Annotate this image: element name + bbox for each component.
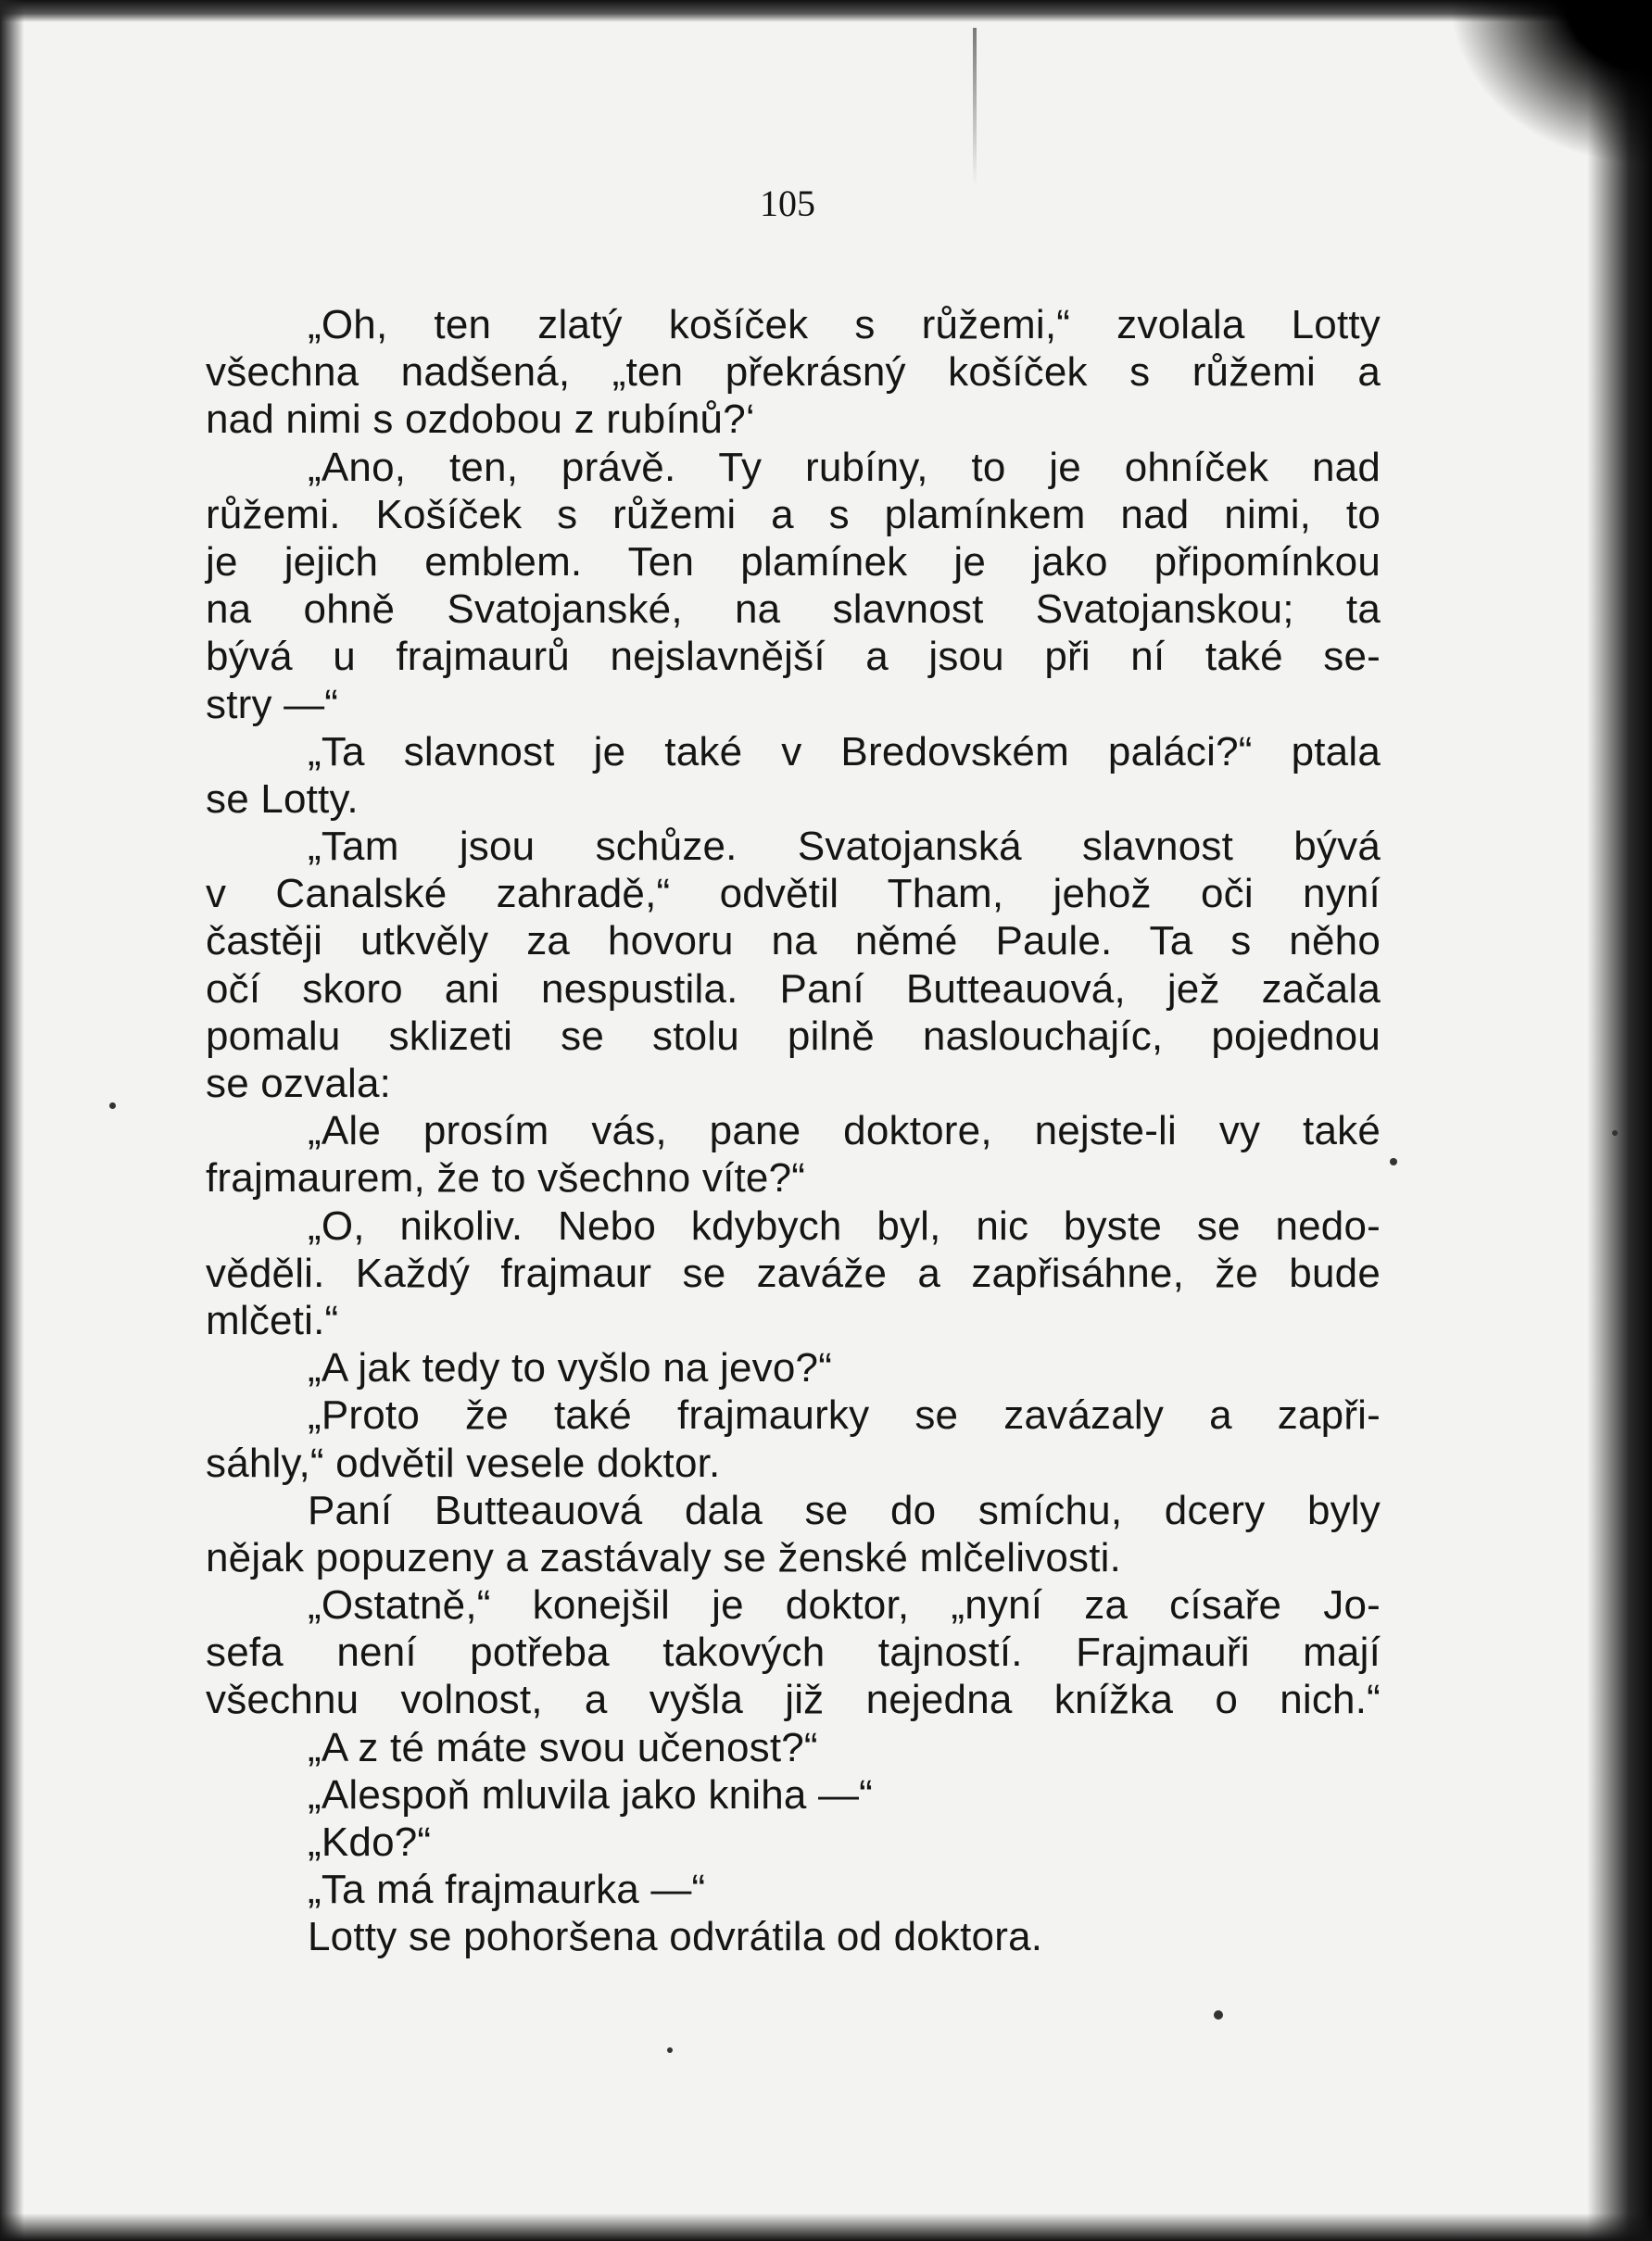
paper-crease <box>973 28 977 185</box>
text-line: „Tam jsou schůze. Svatojanská slavnost bývá <box>308 824 1381 870</box>
text-line: nad nimi s ozdobou z rubínů?‘ <box>206 397 755 443</box>
text-line: Lotty se pohoršena odvrátila od doktora. <box>308 1914 1043 1960</box>
text-line: nějak popuzeny a zastávaly se ženské mlčelivosti. <box>206 1534 1122 1580</box>
text-line: sefa není potřeba takových tajností. Frajmauři mají <box>206 1630 1381 1676</box>
text-line: mlčeti.“ <box>206 1297 339 1343</box>
text-line: se Lotty. <box>206 775 359 822</box>
text-line: „Ta slavnost je také v Bredovském paláci?“ ptala <box>308 728 1381 774</box>
speck <box>109 1102 116 1109</box>
text-line: očí skoro ani nespustila. Paní Butteauová, jež začala <box>206 965 1381 1012</box>
text-line: v Canalské zahradě,“ odvětil Tham, jehož oči nyní <box>206 871 1381 917</box>
scan-edge-top <box>0 0 1652 22</box>
scan-edge-right <box>1587 0 1652 2241</box>
speck <box>1612 1130 1618 1136</box>
text-line: všechnu volnost, a vyšla již nejedna knížka o nich.“ <box>206 1677 1381 1723</box>
text-line: je jejich emblem. Ten plamínek je jako připomínkou <box>206 538 1381 585</box>
text-line: „Oh, ten zlatý košíček s růžemi,“ zvolala Lotty <box>308 302 1381 347</box>
text-line: pomalu sklizeti se stolu pilně naslouchajíc, pojednou <box>206 1013 1381 1059</box>
text-line: frajmaurem, že to všechno víte?“ <box>206 1155 806 1202</box>
text-line: všechna nadšená, „ten překrásný košíček s růžemi a <box>206 349 1381 396</box>
text-line: „Proto že také frajmaurky se zavázaly a zapři- <box>308 1392 1381 1439</box>
speck <box>1214 2010 1223 2020</box>
text-line: stry —“ <box>206 681 339 727</box>
text-line: se ozvala: <box>206 1061 392 1106</box>
speck <box>1390 1158 1397 1165</box>
body-text <box>206 301 1381 1961</box>
speck <box>667 2047 673 2053</box>
scan-edge-bottom <box>0 2213 1652 2241</box>
scan-corner-shadow <box>1448 0 1652 167</box>
text-line: „Ostatně,“ konejšil je doktor, „nyní za císaře Jo- <box>308 1582 1381 1629</box>
text-line: častěji utkvěly za hovoru na němé Paule. Ta s něho <box>206 918 1381 964</box>
text-line: „Kdo?“ <box>308 1819 432 1865</box>
text-line: „Ale prosím vás, pane doktore, nejste-li vy také <box>308 1108 1381 1154</box>
text-line: věděli. Každý frajmaur se zaváže a zapřisáhne, že bude <box>206 1250 1381 1296</box>
text-line: „A jak tedy to vyšlo na jevo?“ <box>308 1345 833 1391</box>
text-line: „A z té máte svou učenost?“ <box>308 1724 818 1770</box>
text-line: růžemi. Košíček s růžemi a s plamínkem nad nimi, to <box>206 491 1381 537</box>
text-line: „Ano, ten, právě. Ty rubíny, to je ohníček nad <box>308 444 1381 490</box>
scan-edge-left <box>0 0 24 2241</box>
text-line: na ohně Svatojanské, na slavnost Svatojanskou; ta <box>206 586 1381 633</box>
text-line: „Alespoň mluvila jako kniha —“ <box>308 1771 874 1818</box>
text-line: „O, nikoliv. Nebo kdybych byl, nic byste se nedo- <box>308 1202 1381 1249</box>
page-number: 105 <box>760 183 815 224</box>
text-line: Paní Butteauová dala se do smíchu, dcery byly <box>308 1487 1381 1533</box>
text-line: bývá u frajmaurů nejslavnější a jsou při ní také se- <box>206 634 1381 680</box>
text-line: sáhly,“ odvětil vesele doktor. <box>206 1440 721 1486</box>
text-line: „Ta má frajmaurka —“ <box>308 1867 706 1913</box>
